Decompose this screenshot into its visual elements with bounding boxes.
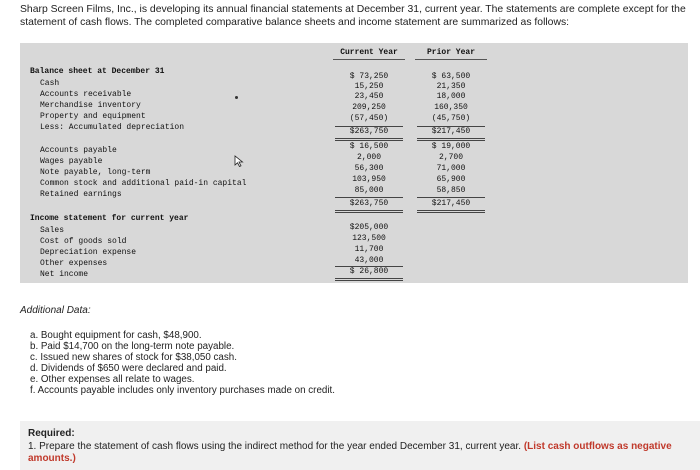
header-current-year: Current Year: [333, 46, 405, 60]
header-prior-year: Prior Year: [415, 46, 487, 60]
income-value: 123,500: [352, 234, 386, 243]
income-statement-title: Income statement for current year: [30, 214, 189, 223]
asset-label: Accounts receivable: [40, 90, 132, 99]
income-label: Sales: [40, 226, 65, 235]
liability-label: Note payable, long-term: [40, 168, 151, 177]
liability-current-value: 56,300: [354, 164, 384, 173]
asset-label: Merchandise inventory: [40, 101, 141, 110]
income-value: $205,000: [349, 223, 389, 232]
income-value: 11,700: [354, 245, 384, 254]
total-double-rule: [417, 138, 485, 141]
asset-current-value: 15,250: [354, 82, 384, 91]
additional-item: c. Issued new shares of stock for $38,050 cash.: [30, 352, 237, 363]
asset-prior-value: 21,350: [436, 82, 466, 91]
asset-current-value: (57,450): [349, 114, 389, 123]
liability-prior-value: 71,000: [436, 164, 466, 173]
liability-label: Accounts payable: [40, 146, 117, 155]
asset-prior-value: $ 63,500: [431, 72, 471, 81]
balance-sheet-title: Balance sheet at December 31: [30, 67, 165, 76]
total-double-rule: [335, 138, 403, 141]
liability-label: Common stock and additional paid-in capital: [40, 179, 247, 188]
asset-prior-value: 18,000: [436, 92, 466, 101]
additional-item: b. Paid $14,700 on the long-term note payable.: [30, 341, 235, 352]
required-note: (List cash outflows as negative amounts.): [28, 441, 672, 464]
liability-prior-value: $ 19,000: [431, 142, 471, 151]
asset-current-value: 23,450: [354, 92, 384, 101]
total-assets-prior: $217,450: [431, 127, 471, 136]
net-income-value: $ 26,800: [349, 267, 389, 276]
liability-prior-value: 58,850: [436, 186, 466, 195]
liability-prior-value: 65,900: [436, 175, 466, 184]
liability-current-value: 85,000: [354, 186, 384, 195]
income-value: 43,000: [354, 256, 384, 265]
additional-item: f. Accounts payable includes only inventory purchases made on credit.: [30, 385, 335, 396]
additional-data-title: Additional Data:: [20, 305, 91, 316]
asset-prior-value: (45,750): [431, 114, 471, 123]
asset-label: Cash: [40, 79, 60, 88]
liability-prior-value: 2,700: [438, 153, 463, 162]
total-liabilities-current: $263,750: [349, 199, 389, 208]
liability-current-value: $ 16,500: [349, 142, 389, 151]
subtotal-rule: [417, 197, 485, 198]
subtotal-rule: [335, 197, 403, 198]
required-section: [20, 421, 700, 470]
income-label: Cost of goods sold: [40, 237, 127, 246]
liability-current-value: 2,000: [356, 153, 381, 162]
required-text: 1. Prepare the statement of cash flows using the indirect method for the year ended December 31, current year.: [28, 441, 522, 452]
mouse-pointer-icon: [234, 155, 244, 167]
liability-label: Retained earnings: [40, 190, 122, 199]
income-label: Depreciation expense: [40, 248, 137, 257]
liability-current-value: 103,950: [352, 175, 386, 184]
asset-label: Property and equipment: [40, 112, 146, 121]
income-label: Net income: [40, 270, 89, 279]
stray-dot: [235, 96, 238, 99]
additional-data-list: [30, 330, 335, 396]
asset-prior-value: 160,350: [434, 103, 468, 112]
asset-current-value: $ 73,250: [349, 72, 389, 81]
additional-item: e. Other expenses all relate to wages.: [30, 374, 195, 385]
total-assets-current: $263,750: [349, 127, 389, 136]
total-double-rule: [335, 278, 403, 281]
asset-label: Less: Accumulated depreciation: [40, 123, 185, 132]
income-label: Other expenses: [40, 259, 108, 268]
additional-item: d. Dividends of $650 were declared and paid.: [30, 363, 227, 374]
required-instruction: [28, 441, 692, 465]
additional-item: a. Bought equipment for cash, $48,900.: [30, 330, 202, 341]
problem-intro: Sharp Screen Films, Inc., is developing its annual financial statements at December 31, current year. The statements are complete except for the statement of cash flows. The completed comparative balance sheets and income statement are summarized as follows:: [20, 4, 686, 28]
total-liabilities-prior: $217,450: [431, 199, 471, 208]
asset-current-value: 209,250: [352, 103, 386, 112]
required-title: Required:: [28, 428, 75, 439]
total-double-rule: [335, 210, 403, 213]
total-double-rule: [417, 210, 485, 213]
liability-label: Wages payable: [40, 157, 103, 166]
